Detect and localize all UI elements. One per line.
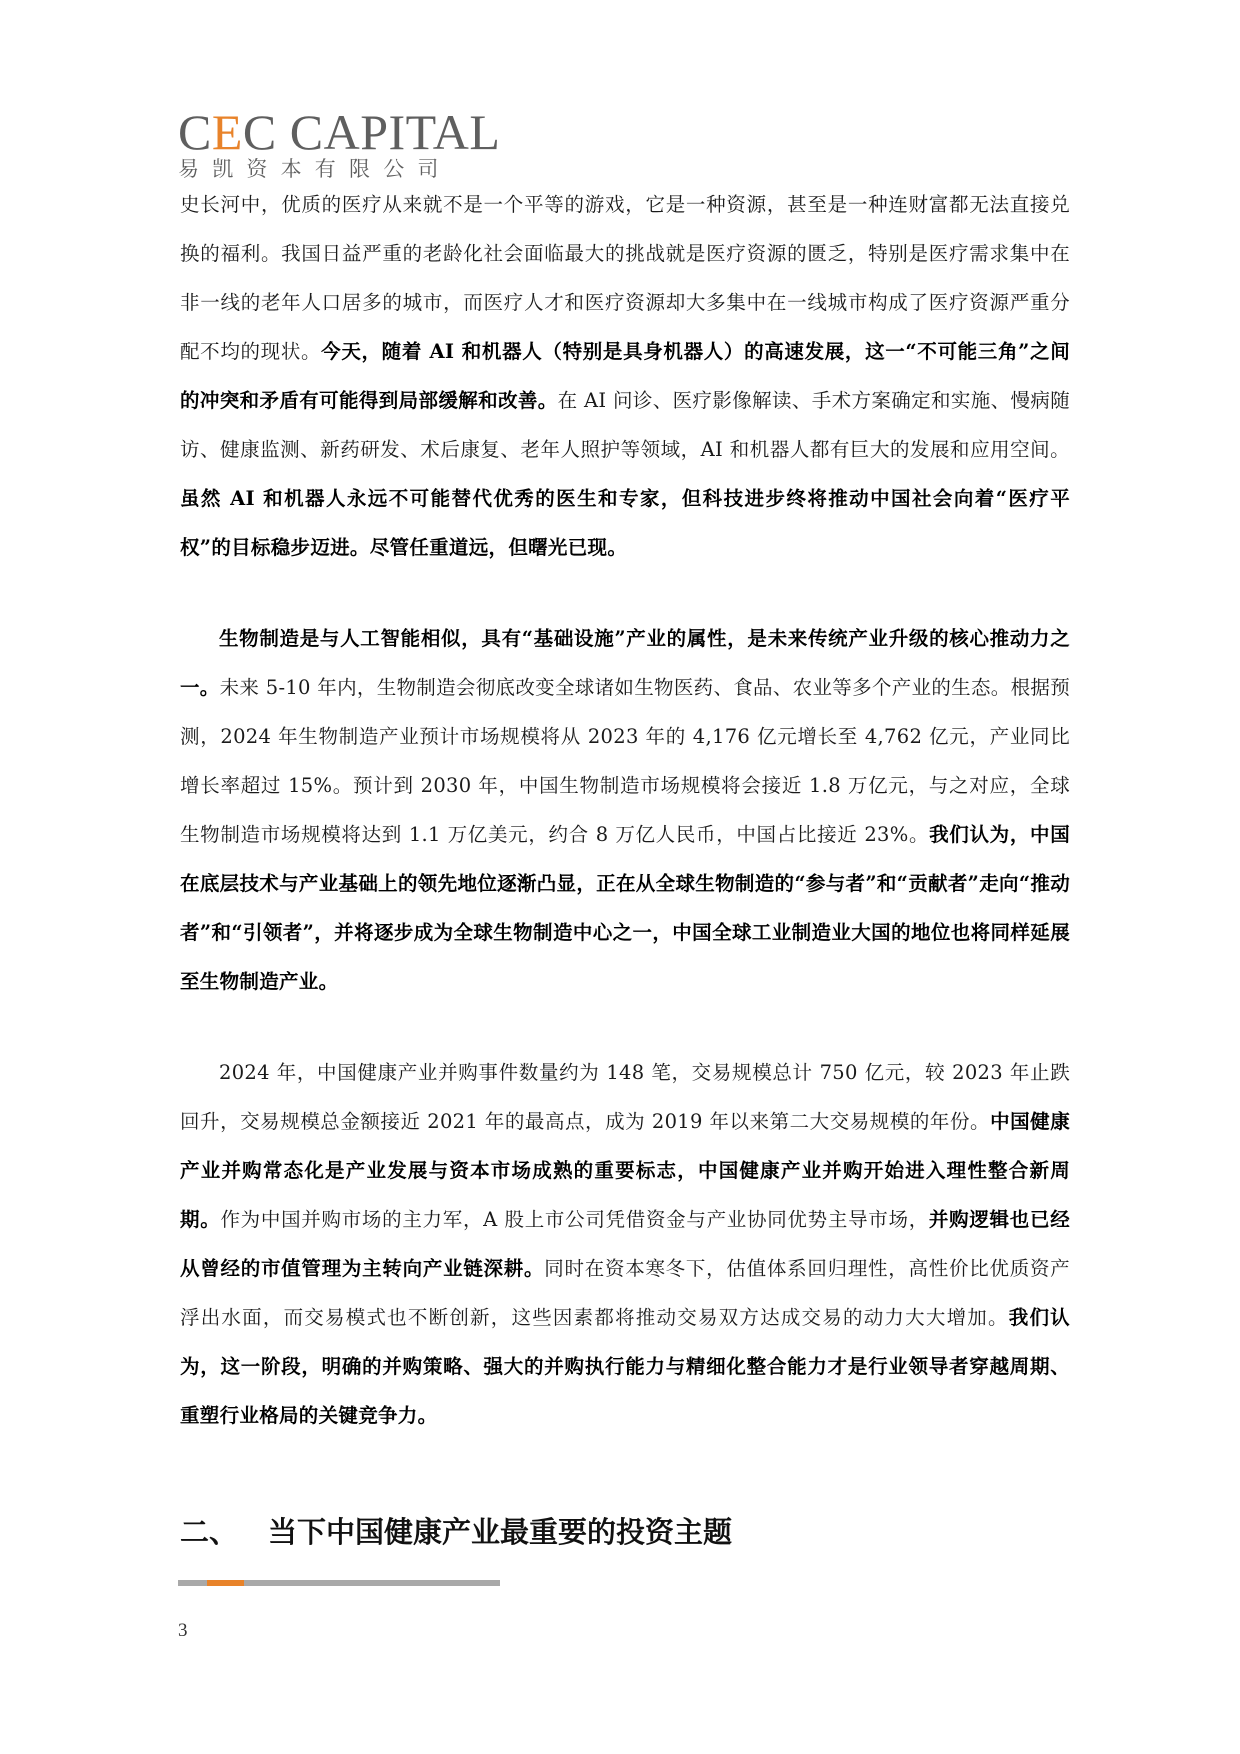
logo-accent-letter: E [211,104,243,160]
text-segment: 2024 年，中国健康产业并购事件数量约为 148 笔，交易规模总计 750 亿元，较 2023 年止跌回升，交易规模总金额接近 2021 年的最高点，成为 2019 年以来第二大交易规模的年份。 [180,1061,1070,1133]
bold-text-segment: 今天，随着 AI 和机器人（特别是具身机器人）的高速发展，这一“不可能三角”之间的冲突和矛盾有可能得到局部缓解和改善。 [180,340,1070,412]
bold-text-segment: 虽然 AI 和机器人永远不可能替代优秀的医生和专家，但科技进步终将推动中国社会向着“医疗平权”的目标稳步迈进。尽管任重道远，但曙光已现。 [180,487,1070,559]
text-segment: 在 AI 问诊、医疗影像解读、手术方案确定和实施、慢病随访、健康监测、新药研发、术后康复、老年人照护等领域，AI 和机器人都有巨大的发展和应用空间。 [180,389,1070,461]
paragraph-bio-manufacturing [180,614,1070,1006]
bold-text-segment: 我们认为，中国在底层技术与产业基础上的领先地位逐渐凸显，正在从全球生物制造的“参与者”和“贡献者”走向“推动者”和“引领者”，并将逐步成为全球生物制造中心之一，中国全球工业制造业大国的地位也将同样延展至生物制造产业。 [180,823,1070,993]
text-segment: 史长河中，优质的医疗从来就不是一个平等的游戏，它是一种资源，甚至是一种连财富都无法直接兑换的福利。我国日益严重的老龄化社会面临最大的挑战就是医疗资源的匮乏，特别是医疗需求集中在非一线的老年人口居多的城市，而医疗人才和医疗资源却大多集中在一线城市构成了医疗资源严重分配不均的现状。 [180,193,1070,363]
logo-company-name: 易凯资本有限公司 [178,157,452,181]
text-segment: 未来 5-10 年内，生物制造会彻底改变全球诸如生物医药、食品、农业等多个产业的生态。根据预测，2024 年生物制造产业预计市场规模将从 2023 年的 4,176 亿元增长至 4,762 亿元，产业同比增长率超过 15%。预计到 2030 年，中国生物制造市场规模将会接近 1.8 万亿元，与之对应，全球生物制造市场规模将达到 1.1 万亿美元，约合 8 万亿人民币，中国占比接近 23%。 [180,676,1070,846]
section-underline [178,1580,500,1586]
paragraph-mergers-acquisitions [180,1048,1070,1440]
section-title-text: 当下中国健康产业最重要的投资主题 [268,1515,733,1549]
section-heading [180,1514,732,1550]
logo-wordmark: CEC CAPITAL [178,104,501,160]
bold-text-segment: 并购逻辑也已经从曾经的市值管理为主转向产业链深耕。 [180,1208,1070,1280]
text-segment: 作为中国并购市场的主力军，A 股上市公司凭借资金与产业协同优势主导市场， [220,1208,929,1231]
section-underline-accent [207,1580,244,1586]
paragraph-medical-ai [180,180,1070,572]
bold-text-segment: 我们认为，这一阶段，明确的并购策略、强大的并购执行能力与精细化整合能力才是行业领导者穿越周期、重塑行业格局的关键竞争力。 [180,1306,1070,1427]
cec-capital-logo [178,106,518,182]
page-number: 3 [178,1620,188,1641]
bold-text-segment: 中国健康产业并购常态化是产业发展与资本市场成熟的重要标志，中国健康产业并购开始进入理性整合新周期。 [180,1110,1070,1231]
body-text [180,180,1070,1440]
text-segment: 同时在资本寒冬下，估值体系回归理性，高性价比优质资产浮出水面，而交易模式也不断创新，这些因素都将推动交易双方达成交易的动力大大增加。 [180,1257,1070,1329]
bold-text-segment: 生物制造是与人工智能相似，具有“基础设施”产业的属性，是未来传统产业升级的核心推动力之一。 [180,627,1070,699]
section-number: 二、 [180,1515,239,1549]
